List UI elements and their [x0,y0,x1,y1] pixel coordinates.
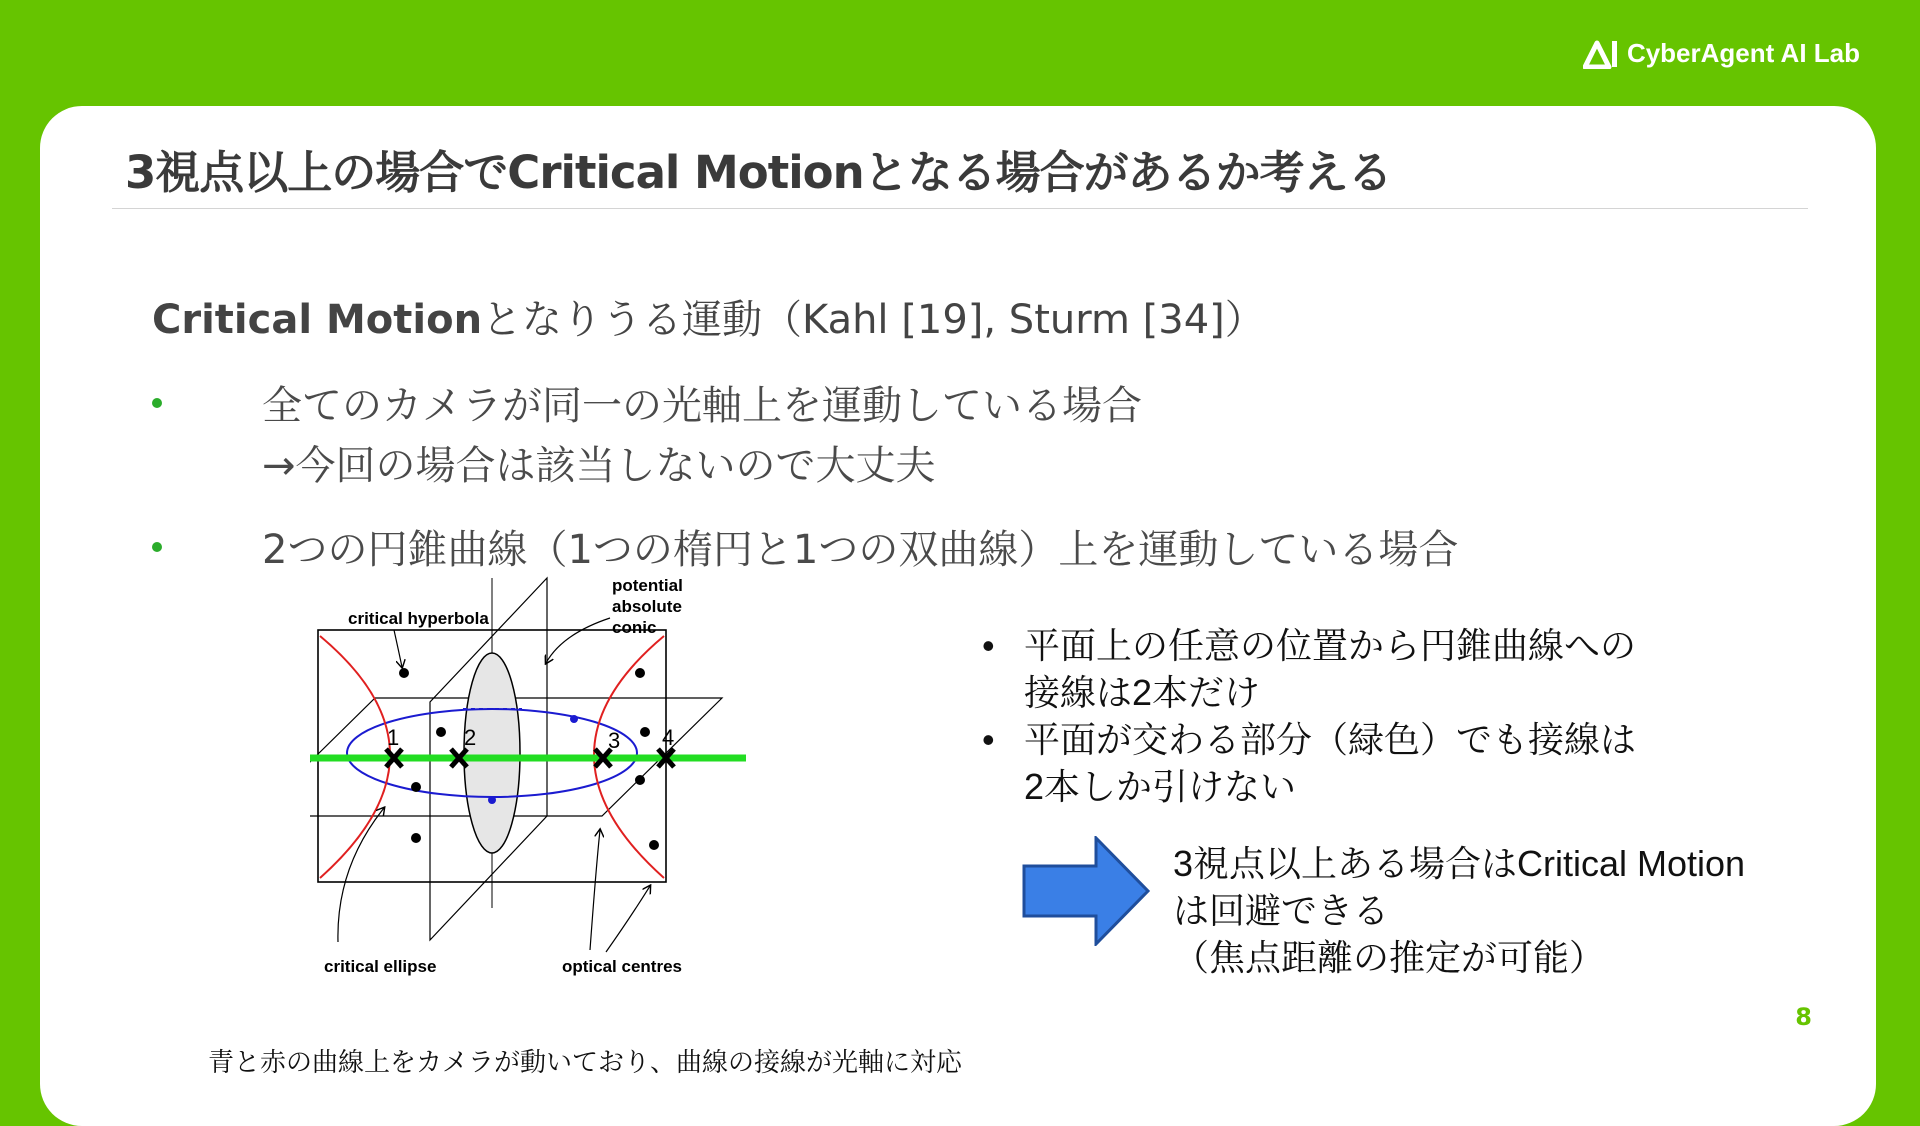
bullet-text-1: 全てのカメラが同一の光軸上を運動している場合 [262,383,1142,429]
label-critical-hyperbola: critical hyperbola [348,609,489,628]
figure-caption: 青と赤の曲線上をカメラが動いており、曲線の接線が光軸に対応 [208,1047,963,1077]
point-label-4: 4 [662,725,675,750]
bullet-dot-icon [152,398,162,408]
conclusion-text [1173,840,1745,981]
section-subtitle [152,288,1265,345]
label-potential: potential [612,576,683,595]
note-2-line-1: 平面が交わる部分（緑色）でも接線は [1024,719,1637,760]
critical-motion-diagram [310,568,950,988]
absolute-conic [464,653,520,853]
right-arrow-icon [1022,836,1152,946]
note-1-line-2: 接線は2本だけ [1024,672,1261,713]
label-absolute: absolute [612,597,682,616]
label-conic: conic [612,618,657,637]
note-bullet-icon: • [982,625,995,666]
point-label-1: 1 [387,725,400,750]
note-item-1 [980,622,1636,716]
title-divider [112,208,1808,209]
slide-card [40,106,1876,1126]
label-critical-ellipse: critical ellipse [324,957,437,976]
label-optical-centres: optical centres [562,957,682,976]
bullet-subtext-1: →今回の場合は該当しないので大丈夫 [262,443,936,489]
note-1-line-1: 平面上の任意の位置から円錐曲線への [1024,625,1637,666]
conclusion-line-2: は回避できる [1173,890,1390,931]
brand-logo [1583,38,1860,69]
point-label-3: 3 [608,728,621,753]
bullet-dot-icon [152,542,162,552]
conclusion-line-3: （焦点距離の推定が可能） [1173,937,1606,978]
subtitle-rest: となりうる運動（Kahl [19], Sturm [34]） [482,297,1265,343]
tangent-notes [980,622,1636,810]
bullet-text-2: 2つの円錐曲線（1つの楕円と1つの双曲線）上を運動している場合 [262,527,1459,573]
subtitle-bold: Critical Motion [152,297,483,343]
slide-title: 3視点以上の場合でCritical Motionとなる場合があるか考える [125,146,1392,199]
point-label-2: 2 [464,725,477,750]
page-number: 8 [1795,1003,1812,1031]
note-bullet-icon: • [982,719,995,760]
note-item-2 [980,716,1636,810]
note-2-line-2: 2本しか引けない [1024,766,1297,807]
ai-lab-logo-icon [1583,39,1619,69]
conclusion-line-1: 3視点以上ある場合はCritical Motion [1173,843,1746,884]
brand-name: CyberAgent AI Lab [1626,38,1860,68]
